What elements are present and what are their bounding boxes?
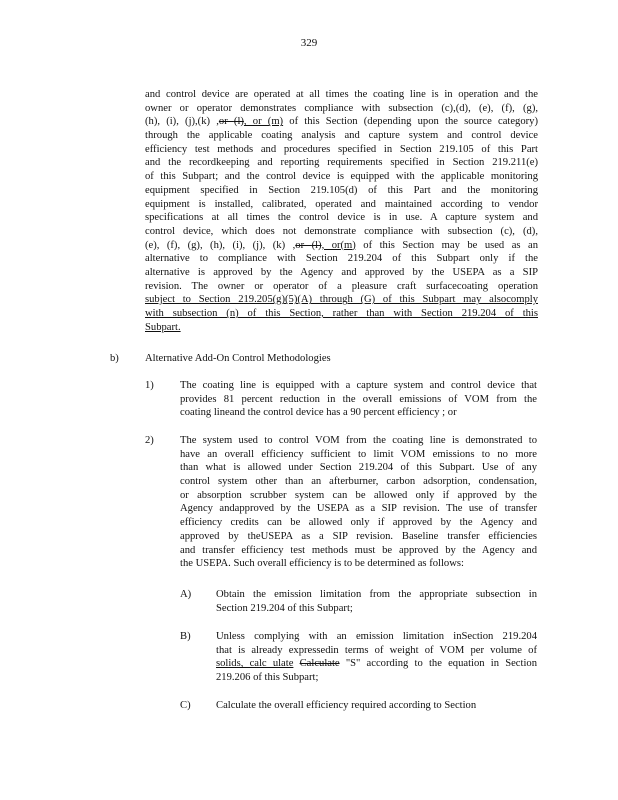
- text-line: [145, 198, 538, 212]
- text-run: alternative to compliance with Section 219.204 of this Subpart only if the: [145, 253, 538, 265]
- text-run: The system used to control VOM from the coating line is demonstrated to: [180, 435, 537, 446]
- item-b-label: B): [180, 631, 191, 642]
- text-run: coating lineand the control device has a 90 percent efficiency ; or: [180, 407, 457, 419]
- text-run: (h), (i), (j),(k) ,: [145, 116, 219, 128]
- text-line: [145, 170, 538, 184]
- text-line: [180, 489, 537, 503]
- page-number: 329: [300, 37, 318, 49]
- text-run: alternative is approved by the Agency and approved by the USEPA as a SIP: [145, 266, 538, 278]
- text-line: [180, 475, 537, 489]
- text-line: [180, 502, 537, 516]
- deleted-text: (l): [233, 116, 244, 128]
- text-line: [180, 393, 537, 407]
- inserted-text: , or (m): [243, 116, 284, 128]
- inserted-text: with subsection (n) of this Section, rather than with Section 219.204 of this: [145, 308, 538, 319]
- section-b-label: b): [110, 353, 119, 364]
- inserted-text: , or(m): [321, 239, 356, 251]
- text-line: [180, 434, 537, 448]
- text-line: [145, 293, 538, 307]
- text-line: [180, 379, 537, 393]
- text-line: [145, 143, 538, 157]
- text-line: [145, 184, 538, 198]
- text-line: [180, 461, 537, 475]
- text-line: [145, 321, 538, 335]
- text-line: [180, 448, 537, 462]
- deleted-text: Calculate: [299, 658, 340, 670]
- text-run: and transfer efficiency test methods must be approved by the Agency and: [180, 544, 537, 556]
- text-run: provides 81 percent reduction in the overall emissions of VOM from the: [180, 393, 537, 405]
- text-line: [145, 156, 538, 170]
- text-line: [216, 602, 537, 616]
- item-a-label: A): [180, 589, 192, 600]
- item-c-label: C): [180, 700, 191, 711]
- text-run: control device, which does not demonstrate compliance with subsection (c), (d),: [145, 225, 538, 237]
- text-run: of this Section may be used as an: [355, 239, 539, 251]
- text-run: Section 219.204 of this Subpart;: [216, 602, 353, 614]
- deleted-text: or: [295, 239, 312, 251]
- text-line: [145, 239, 538, 253]
- inserted-text: Subpart.: [145, 321, 181, 333]
- text-run: efficiency test methods and procedures specified in Section 219.105 of this Part: [145, 143, 538, 155]
- text-run: Calculate the overall efficiency required according to Section: [216, 700, 477, 711]
- text-line: [145, 88, 538, 102]
- text-run: The coating line is equipped with a capture system and control device that: [180, 380, 537, 391]
- item-1-label: 1): [145, 380, 154, 391]
- text-run: or absorption scrubber system can be allowed only if approved by the: [180, 489, 537, 501]
- inserted-text: solids, calc ulate: [216, 658, 294, 670]
- inserted-text: subject to Section 219.205(g)(5)(A) through (G) of this Subpart may alsocomply: [145, 294, 538, 306]
- text-line: [216, 699, 537, 713]
- text-line: [145, 211, 538, 225]
- deleted-text: (l): [311, 239, 322, 251]
- text-line: [216, 630, 537, 644]
- text-run: Unless complying with an emission limitation inSection 219.204: [216, 631, 537, 642]
- text-line: [145, 252, 538, 266]
- text-line: [145, 102, 538, 116]
- text-run: equipment is installed, calibrated, operated and maintained according to vendor: [145, 198, 538, 210]
- text-line: [145, 129, 538, 143]
- text-run: than what is allowed under Section 219.204 of this Subpart. Use of any: [180, 462, 537, 474]
- item-2-text: [180, 434, 537, 571]
- text-run: equipment specified in Section 219.105(d) of this Part and the monitoring: [145, 184, 538, 196]
- text-run: and the recordkeeping and reporting requirements specified in Section 219.211(e): [145, 157, 538, 169]
- text-line: [180, 557, 537, 571]
- item-a-text: [216, 588, 537, 615]
- text-run: efficiency credits can be allowed only if approved by the Agency and: [180, 517, 537, 529]
- intro-paragraph: [145, 88, 538, 334]
- text-run: specifications at all times the control device is in use. A capture system and: [145, 212, 538, 224]
- text-line: [145, 266, 538, 280]
- text-line: [145, 307, 538, 321]
- deleted-text: or: [218, 116, 234, 128]
- text-line: [180, 544, 537, 558]
- text-run: through the applicable coating analysis and capture system and control device: [145, 130, 538, 142]
- text-run: have an overall efficiency sufficient to limit VOM emissions to no more: [180, 448, 537, 460]
- text-line: [145, 280, 538, 294]
- text-run: 219.206 of this Subpart;: [216, 672, 319, 684]
- text-run: the USEPA. Such overall efficiency is to be determined as follows:: [180, 558, 464, 570]
- text-line: [180, 406, 537, 420]
- text-line: [180, 516, 537, 530]
- item-b-text: [216, 630, 537, 685]
- section-b-heading: Alternative Add-On Control Methodologies: [145, 353, 331, 364]
- text-run: of this Section (depending upon the source category): [283, 116, 538, 128]
- text-run: Agency andapproved by the USEPA as a SIP revision. The use of transfer: [180, 503, 537, 515]
- text-run: (e), (f), (g), (h), (i), (j), (k) ,: [145, 239, 296, 251]
- item-c-text: [216, 699, 537, 713]
- text-run: that is already expressedin terms of weight of VOM per volume of: [216, 644, 537, 656]
- text-line: [216, 588, 537, 602]
- text-run: of this Subpart; and the control device is equipped with the applicable monitoring: [145, 171, 538, 183]
- text-run: approved by theUSEPA as a SIP revision. Baseline transfer efficiencies: [180, 530, 537, 542]
- text-run: revision. The owner or operator of a pleasure craft surfacecoating operation: [145, 280, 538, 292]
- text-line: [180, 530, 537, 544]
- text-run: control system other than an afterburner, carbon adsorption, condensation,: [180, 476, 537, 488]
- text-line: [145, 115, 538, 129]
- text-run: Obtain the emission limitation from the appropriate subsection in: [216, 589, 537, 600]
- text-line: [145, 225, 538, 239]
- item-2-label: 2): [145, 435, 154, 446]
- text-run: owner or operator demonstrates compliance with subsection (c),(d), (e), (f), (g),: [145, 102, 538, 114]
- text-line: [216, 671, 537, 685]
- text-line: [216, 657, 537, 671]
- item-1-text: [180, 379, 537, 420]
- text-run: "S" according to the equation in Section: [339, 658, 537, 670]
- text-run: and control device are operated at all times the coating line is in operation and the: [145, 89, 538, 100]
- text-line: [216, 644, 537, 658]
